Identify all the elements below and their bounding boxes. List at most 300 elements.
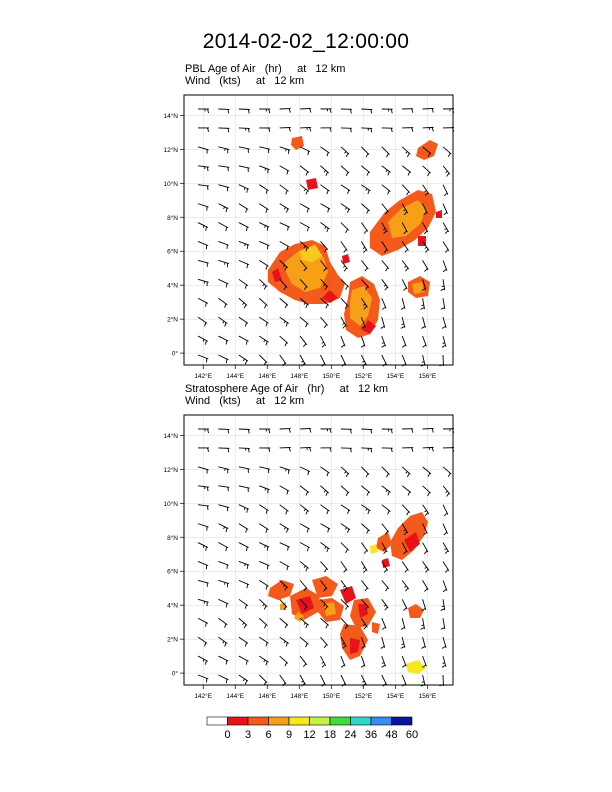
wind-barb [341,109,352,113]
colorbar-label: 12 [303,729,316,741]
panel2-wind-title: Wind (kts) at 12 km [185,395,305,407]
wind-barb [239,637,248,646]
wind-barb [321,109,332,113]
wind-barb [442,317,446,328]
lon-tick-label: 154°E [386,693,405,700]
wind-barb [218,279,228,287]
wind-barb [402,166,411,176]
wind-barb [198,543,208,551]
wind-barb [423,127,434,131]
wind-barb [280,109,291,113]
wind-barb [239,561,249,568]
wind-barb [402,147,410,157]
wind-barb [382,336,386,347]
wind-barb [341,223,349,233]
wind-barb [402,561,408,572]
wind-barb [280,618,288,628]
wind-barb [361,524,369,534]
lat-tick-label: 10°N [163,500,178,508]
wind-barb [239,355,248,364]
wind-barb [341,505,350,514]
wind-barb [423,428,434,432]
panel1-wind-title: Wind (kts) at 12 km [185,75,305,87]
wind-barb [239,279,248,288]
wind-barb [321,561,328,572]
colorbar-label: 0 [224,729,231,741]
main-title: 2014-02-02_12:00:00 [202,30,410,53]
wind-barb [218,336,228,344]
wind-barb [441,599,445,610]
wind-barb [341,486,349,496]
wind-barb [218,543,228,552]
wind-barb [443,223,449,234]
wind-barb [382,147,390,157]
wind-barb [300,428,311,432]
wind-barb [198,656,208,665]
wind-barb [361,486,370,496]
wind-barb [321,204,331,213]
wind-barb [423,166,431,176]
wind-barb [259,618,267,628]
lat-tick-label: 14°N [163,112,178,120]
wind-barb [259,675,267,685]
wind-barb [443,147,451,157]
lon-tick-label: 154°E [386,373,405,380]
colorbar-label: 6 [265,729,272,741]
wind-barb [321,147,330,156]
wind-barb [300,147,310,155]
colorbar-box [248,717,269,725]
wind-barb [441,298,445,309]
lon-tick-label: 146°E [258,373,277,380]
wind-barb [300,543,310,552]
wind-barb [218,317,227,326]
wind-barb [382,298,386,309]
wind-barb [300,223,310,232]
wind-barb [443,486,450,497]
wind-barb [422,637,426,648]
wind-barb [300,127,311,131]
colorbar-label: 3 [244,729,252,741]
wind-barb [443,241,449,252]
wind-barb [239,580,249,588]
wind-barb [321,467,330,476]
wind-barb [321,656,326,667]
wind-barb [361,185,370,194]
wind-barb [443,260,447,271]
wind-barb [300,336,307,347]
wind-barb [443,524,448,535]
colorbar-box [371,717,392,725]
wind-barb [402,260,409,271]
wind-barb [422,317,426,328]
wind-barb [239,166,250,172]
wind-barb [259,223,269,231]
wind-barb [218,147,229,153]
wind-barb [420,298,424,309]
wind-barb [239,618,247,628]
lat-tick-label: 2°N [167,636,178,644]
panel1-field-title: PBL Age of Air (hr) at 12 km [185,63,346,75]
wind-barb [280,561,290,570]
wind-barb [198,128,209,132]
wind-barb [401,637,405,648]
wind-barb [402,185,410,195]
lat-tick-label: 12°N [163,466,178,474]
wind-barb [443,561,449,572]
wind-barb [198,637,207,646]
wind-barb [259,166,269,173]
wind-barb [259,147,270,153]
wind-barb [382,260,389,271]
wind-barb [259,109,270,113]
wind-barb [439,355,443,366]
wind-barb [300,204,310,213]
colorbar-label: 36 [364,729,378,741]
wind-barb [239,505,249,513]
wind-barb [218,580,229,587]
panel-stratosphere-age-of-air [163,415,454,700]
wind-barb [218,448,229,452]
wind-barb [218,656,228,664]
wind-barb [402,580,409,591]
wind-barb [321,128,332,132]
wind-barb [382,599,389,610]
wind-barb [442,336,446,347]
wind-barb [218,429,229,433]
wind-barb [321,505,330,514]
colorbar-box [207,717,228,725]
wind-barb [420,618,424,629]
wind-barb [423,447,434,451]
wind-barb [439,675,443,686]
wind-barb [218,260,229,267]
wind-barb [341,543,349,553]
wind-barb [280,147,290,154]
wind-barb [402,128,413,132]
wind-barb [443,580,447,591]
wind-barb [239,185,249,193]
wind-barb [382,467,390,477]
wind-barbs [198,428,454,686]
lon-tick-label: 144°E [226,693,245,700]
wind-barb [361,109,372,114]
wind-barb [321,223,330,232]
panel-pbl-age-of-air [163,95,454,380]
wind-barb [341,128,352,132]
wind-barb [300,317,308,327]
wind-barb [361,561,367,572]
wind-barb [280,448,291,452]
wind-barb [239,675,248,684]
wind-barb [280,467,290,474]
wind-barb [382,279,389,290]
wind-barb [321,524,331,533]
wind-barb [443,429,454,433]
wind-barb [280,637,289,646]
lat-tick-label: 6°N [167,568,178,576]
wind-barb [382,580,389,591]
wind-barb [218,675,228,683]
wind-barb [259,279,267,289]
colorbar-label: 9 [285,729,293,741]
wind-barb [198,223,208,231]
wind-barb [321,637,328,648]
wind-barb [239,260,249,268]
wind-barb [198,336,208,345]
lat-tick-label: 8°N [167,214,178,222]
wind-barb [442,656,446,667]
wind-barb [401,317,405,328]
colorbar-box [228,717,249,725]
wind-barb [401,298,405,309]
wind-barb [443,467,451,477]
wind-barb [218,561,228,568]
lat-tick-label: 0° [171,670,178,678]
wind-barb [361,429,372,434]
wind-barb [239,128,250,132]
wind-barb [239,467,250,473]
colorbar-label: 18 [323,729,337,741]
wind-barb [382,448,393,452]
wind-barb [402,467,410,477]
wind-barb [259,128,270,132]
wind-barb [402,109,413,113]
wind-barb [300,656,307,667]
wind-barb [259,355,267,365]
wind-barb [280,223,290,231]
lat-tick-label: 2°N [167,316,178,324]
colorbar-box [310,717,331,725]
wind-barb [402,448,413,452]
colorbar-label: 60 [405,729,419,741]
wind-barb [402,429,413,433]
wind-barb [300,505,309,515]
wind-barb [402,505,410,515]
colorbar [207,717,412,725]
lon-tick-label: 156°E [418,373,437,380]
wind-barb [382,185,391,195]
wind-barb [423,336,427,347]
wind-barb [381,317,385,328]
lon-tick-label: 150°E [322,373,341,380]
wind-barb [280,486,290,495]
wind-barb [218,204,228,212]
wind-barb [321,486,329,496]
wind-barb [280,317,289,326]
lat-tick-label: 0° [171,350,178,358]
colorbar-box [269,717,290,725]
wind-barb [443,185,448,196]
wind-barb [300,447,311,451]
lat-tick-label: 14°N [163,432,178,440]
stratosphere-age-field [268,512,428,674]
wind-barb [382,505,391,515]
lon-tick-label: 152°E [354,693,373,700]
wind-barb [259,561,269,569]
wind-barb [239,223,249,231]
wind-barb [443,109,454,113]
wind-barb [300,561,309,571]
lat-tick-label: 6°N [167,248,178,256]
wind-barb [280,204,289,213]
wind-barb [239,486,250,492]
wind-barb [382,166,391,176]
wind-barb [441,279,445,290]
wind-barb [402,336,406,347]
lat-tick-label: 12°N [163,146,178,154]
wind-barb [259,599,267,609]
wind-barb [382,109,393,113]
wind-barb [321,543,330,552]
wind-barb [443,128,454,132]
wind-barb [198,298,208,306]
wind-barb [361,580,368,591]
wind-barb [259,543,269,551]
wind-barb [239,147,250,153]
colorbar-label: 24 [344,729,357,741]
lat-tick-label: 8°N [167,534,178,542]
wind-barb [442,637,446,648]
wind-barb [218,486,229,491]
wind-barb [218,241,228,248]
wind-barb [300,524,310,533]
wind-barb [280,675,286,686]
wind-barb [239,109,250,113]
wind-barb [280,166,290,175]
wind-barb [218,166,229,171]
lon-tick-label: 156°E [418,693,437,700]
wind-barb [198,448,209,452]
wind-barb [361,128,372,133]
wind-barb [423,561,429,572]
wind-barb [341,166,349,176]
wind-barb [280,355,286,366]
wind-barb [423,108,434,112]
wind-barb [321,429,332,433]
wind-barb [300,637,308,647]
wind-barb [259,298,267,308]
wind-barb [259,429,270,433]
wind-barb [218,505,229,512]
wind-barb [198,618,208,626]
wind-barb [280,656,288,666]
wind-barb [218,355,228,363]
wind-barb [402,486,411,496]
wind-barb [239,429,250,433]
wind-barb [361,448,372,453]
wind-barb [361,147,369,157]
wind-barb [361,505,370,514]
wind-barb [280,429,291,433]
wind-barb [341,524,350,533]
wind-barb [341,185,350,194]
lon-tick-label: 152°E [354,373,373,380]
wind-barb [443,204,448,215]
wind-barb [239,317,248,326]
wind-barb [341,241,347,252]
lat-tick-label: 4°N [167,602,178,610]
wind-barb [218,618,227,627]
wind-barb [259,467,270,473]
wind-barb [218,109,229,113]
colorbar-label: 48 [385,729,398,741]
colorbar-box [289,717,310,725]
colorbar-box [330,717,351,725]
lon-tick-label: 144°E [226,373,245,380]
wind-barb [361,166,370,176]
wind-barb [280,185,289,195]
wind-barb [361,543,367,554]
lat-tick-label: 10°N [163,180,178,188]
wind-barb [321,448,332,452]
wind-barb [382,486,391,496]
wind-barb [382,429,393,433]
wind-barb [341,336,345,347]
panel2-field-title: Stratosphere Age of Air (hr) at 12 km [185,383,388,395]
wind-barb [423,486,431,496]
pbl-age-field [268,136,442,338]
wind-barb [259,448,270,452]
wind-barb [280,336,288,346]
wind-barb [321,185,330,194]
wind-barb [341,467,349,477]
wind-barb [443,505,448,516]
wind-barb [218,185,229,192]
colorbar-box [392,717,413,725]
wind-barb [361,223,367,234]
wind-barb [300,467,310,475]
wind-barb [423,467,431,477]
wind-barb [341,204,350,213]
lat-tick-label: 4°N [167,282,178,290]
wind-barb [341,448,352,452]
wind-barb [218,599,228,607]
wind-barb [218,524,228,532]
wind-barb [280,298,288,308]
wind-barb [361,241,367,252]
wind-barb [280,128,291,132]
wind-barb [341,147,349,157]
wind-barb [441,618,445,629]
wind-barb [321,317,328,328]
lon-tick-label: 148°E [290,373,309,380]
wind-barb [300,108,311,112]
wind-barb [382,618,386,629]
lon-tick-label: 142°E [194,693,213,700]
wind-barb [402,656,406,667]
wind-barb [239,336,249,345]
wind-barb [401,618,405,629]
wind-barb [341,656,345,667]
wind-barb [259,486,269,493]
wind-barb [300,486,309,496]
lon-tick-label: 150°E [322,693,341,700]
wind-barb [218,467,229,473]
wind-barb [259,241,269,249]
wind-barb [239,448,250,452]
wind-barb [239,241,249,248]
wind-barb [300,166,309,176]
lon-tick-label: 142°E [194,373,213,380]
wind-barb [341,561,347,572]
wind-barb [280,524,289,533]
wind-barb [341,429,352,433]
wind-barb [239,656,249,665]
wind-barb [198,109,209,113]
wind-barb [218,298,227,307]
lon-tick-label: 148°E [290,693,309,700]
